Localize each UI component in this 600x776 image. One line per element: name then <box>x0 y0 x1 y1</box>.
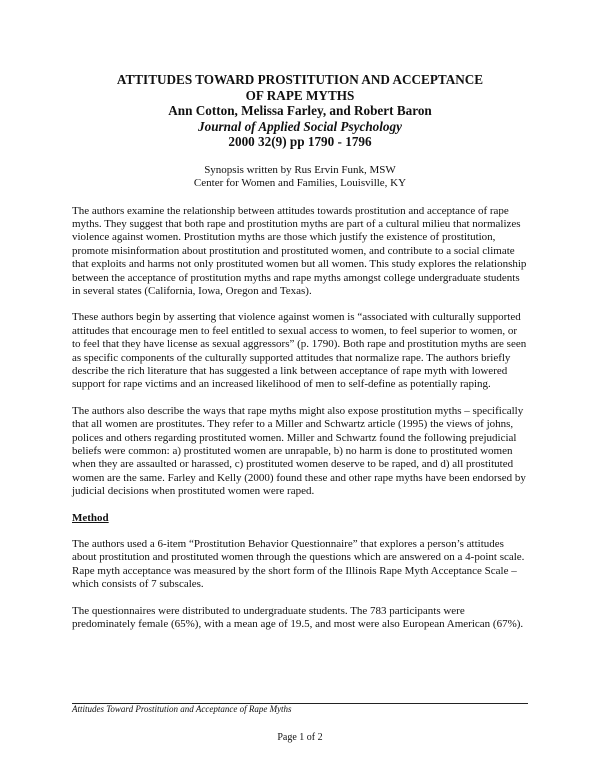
page-content <box>72 72 528 631</box>
body-paragraph-2: These authors begin by asserting that violence against women is “associated with culturally supported attitudes that encourage men to feel entitled to sexual access to women, to feel superior to women, or to feel that they have license as sexual aggressors” (p. 1790). Both rape and prostitution myths are seen as specific components of the culturally supported attitudes that normalize rape. The authors briefly describe the rich literature that has suggested a link between acceptance of rape myth with lowered support for rape victims and an increased likelihood of men to self-define as potentially raping. <box>72 311 527 391</box>
footer-running-title: Attitudes Toward Prostitution and Acceptance of Rape Myths <box>72 704 292 714</box>
method-heading: Method <box>72 511 109 524</box>
journal-name: Journal of Applied Social Psychology <box>198 118 402 134</box>
body-paragraph-5: The questionnaires were distributed to undergraduate students. The 783 participants were predominately female (65%), with a mean age of 19.5, and most were also European American (67%). <box>72 604 524 631</box>
article-title-line-1: ATTITUDES TOWARD PROSTITUTION AND ACCEPTANCE <box>116 72 484 87</box>
body-paragraph-4: The authors used a 6-item “Prostitution Behavior Questionnaire” that explores a person’s attitudes about prostitution and prostituted women through the questions which are answered on a 4-point scale. Rape myth acceptance was measured by the short form of the Illinois Rape Myth Acceptance Scale – which consists of 7 subscales. <box>72 538 525 591</box>
article-title-line-2: OF RAPE MYTHS <box>245 87 355 103</box>
body-paragraph-1: The authors examine the relationship between attitudes towards prostitution and acceptance of rape myths. They suggest that both rape and prostitution myths are part of a cultural milieu that normalizes violence against women. Prostitution myths are those which justify the existence of prostitution, promote misinformation about prostitution and prostituted women, and contribute to a social climate that exploits and harms not only prostituted women but all women. This study explores the relationship between the acceptance of prostitution myths and rape myths amongst college undergraduate students in several states (California, Iowa, Oregon and Texas). <box>72 204 527 297</box>
citation: 2000 32(9) pp 1790 - 1796 <box>228 134 372 149</box>
authors: Ann Cotton, Melissa Farley, and Robert Baron <box>168 103 432 118</box>
title-block <box>72 72 528 150</box>
body-paragraph-3: The authors also describe the ways that rape myths might also expose prostitution myths – specifically that all women are prostitutes. They refer to a Miller and Schwartz article (1995) the views of johns, polices and others regarding prostituted women. Miller and Schwartz found the following prejudicial beliefs were common: a) prostituted women are unrapable, b) no harm is done to prostituted women when they are assaulted or harassed, c) prostituted women deserve to be raped, and d) all prostituted women are the same. Farley and Kelly (2000) found these and other rape myths have been endorsed by judicial decisions when prostituted women were raped. <box>72 404 526 498</box>
synopsis-credit <box>72 164 528 191</box>
page-number: Page 1 of 2 <box>277 732 323 743</box>
synopsis-organization: Center for Women and Families, Louisville, KY <box>193 177 407 189</box>
synopsis-author: Synopsis written by Rus Ervin Funk, MSW <box>204 163 396 176</box>
